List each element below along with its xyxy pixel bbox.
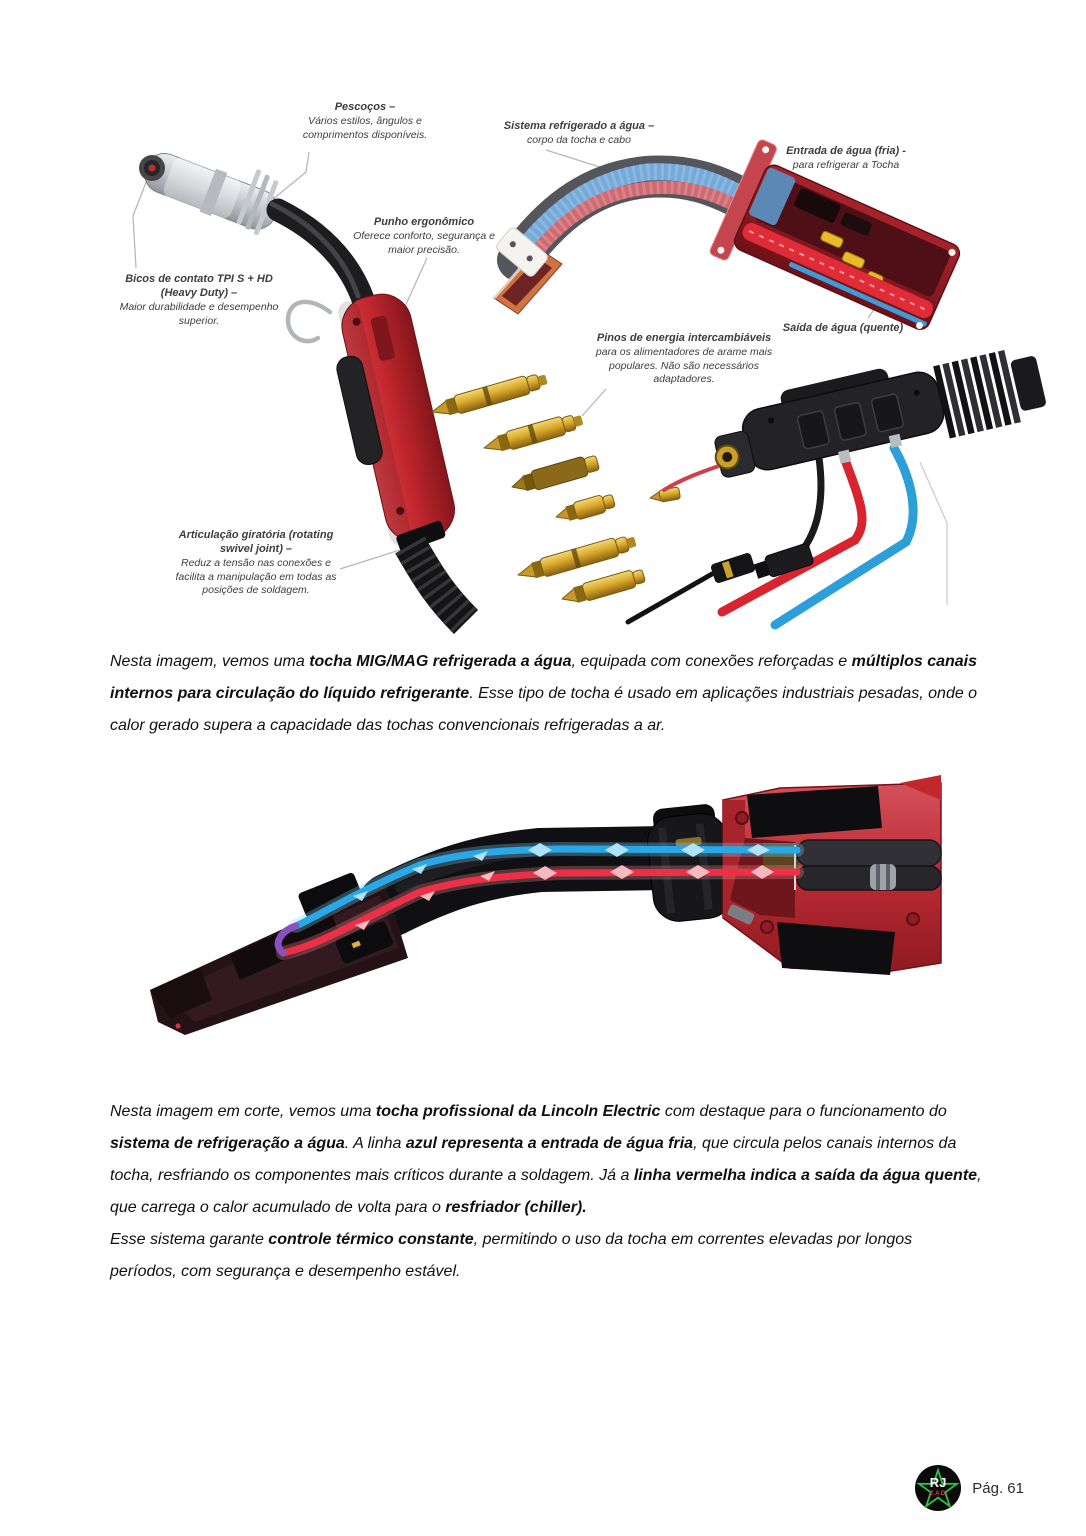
paragraph-torch-description: Nesta imagem, vemos uma tocha MIG/MAG refrigerada a água, equipada com conexões reforçadas e múltiplos canais internos para circulação do líquido refrigerante. Esse tipo de tocha é usado em aplicações industriais pesadas, onde o calor gerado supera a capacidade das tochas convencionais refrigeradas a ar. <box>110 653 978 734</box>
paragraph-cutaway-description: Nesta imagem em corte, vemos uma tocha profissional da Lincoln Electric com destaque para o funcionamento do sistema de refrigeração a água. A linha azul representa a entrada de água fria, que circula pelos canais internos da tocha, resfriando os componentes mais críticos durante a soldagem. Já a linha vermelha indica a saída da água quente, que carrega o calor acumulado de volta para o resfriador (chiller). <box>110 1103 982 1216</box>
callout-bicos-title: Bicos de contato TPI S + HD (Heavy Duty) – <box>125 273 273 300</box>
callout-pescocos-desc: Vários estilos, ângulos e comprimentos disponíveis. <box>302 115 428 141</box>
logo-text: RJ <box>929 1475 947 1490</box>
callout-sistema-title: Sistema refrigerado a água – <box>503 120 655 132</box>
logo-subtext: CAD <box>929 1491 948 1497</box>
callout-pinos-desc: para os alimentadores de arame mais populares. Não são necessários adaptadores. <box>595 346 773 386</box>
callout-entrada-desc: para refrigerar a Tocha <box>792 159 900 172</box>
rj-logo <box>914 1464 962 1512</box>
callout-entrada-agua <box>738 144 954 173</box>
page-footer <box>914 1464 1024 1512</box>
torch-cable <box>410 545 466 622</box>
page-number: Pág. 61 <box>972 1479 1024 1497</box>
callout-sistema-refrigerado <box>466 119 692 148</box>
callout-sistema-desc: corpo da tocha e cabo <box>527 134 631 147</box>
callout-punho-desc: Oferece conforto, segurança e maior precisão. <box>353 230 495 256</box>
callout-saida-agua <box>760 321 926 335</box>
callout-entrada-title: Entrada de água (fria) - <box>786 145 906 157</box>
callout-bicos-desc: Maior durabilidade e desempenho superior. <box>119 301 279 327</box>
callout-articulacao-desc: Reduz a tensão nas conexões e facilita a manipulação em todas as posições de soldagem. <box>175 557 337 597</box>
cable-coupler <box>644 802 735 924</box>
bottom-text-block <box>110 1096 982 1288</box>
callout-pinos-title: Pinos de energia intercambiáveis <box>596 332 772 344</box>
callout-pescocos <box>286 100 444 142</box>
water-hoses <box>628 448 913 625</box>
cable-plug-small <box>710 552 756 584</box>
callout-saida-title: Saída de água (quente) <box>782 322 904 334</box>
cutaway-torch-image <box>150 775 941 1035</box>
torch-nozzle <box>138 145 283 237</box>
callout-pescocos-title: Pescoços – <box>334 101 396 113</box>
hanger-hook <box>288 302 330 341</box>
callout-pinos <box>586 331 782 387</box>
callout-articulacao-title: Articulação giratória (rotating swivel joint) – <box>178 529 334 556</box>
power-pins <box>429 370 680 608</box>
callout-articulacao <box>168 528 344 598</box>
callout-punho-title: Punho ergonômico <box>373 216 475 228</box>
paragraph-thermal-control: Esse sistema garante controle térmico constante, permitindo o uso da tocha em correntes elevadas por longos períodos, com segurança e desempenho estável. <box>110 1231 913 1280</box>
callout-bicos <box>116 272 282 328</box>
connector-corrugation <box>933 343 1049 438</box>
callout-punho <box>342 215 506 257</box>
